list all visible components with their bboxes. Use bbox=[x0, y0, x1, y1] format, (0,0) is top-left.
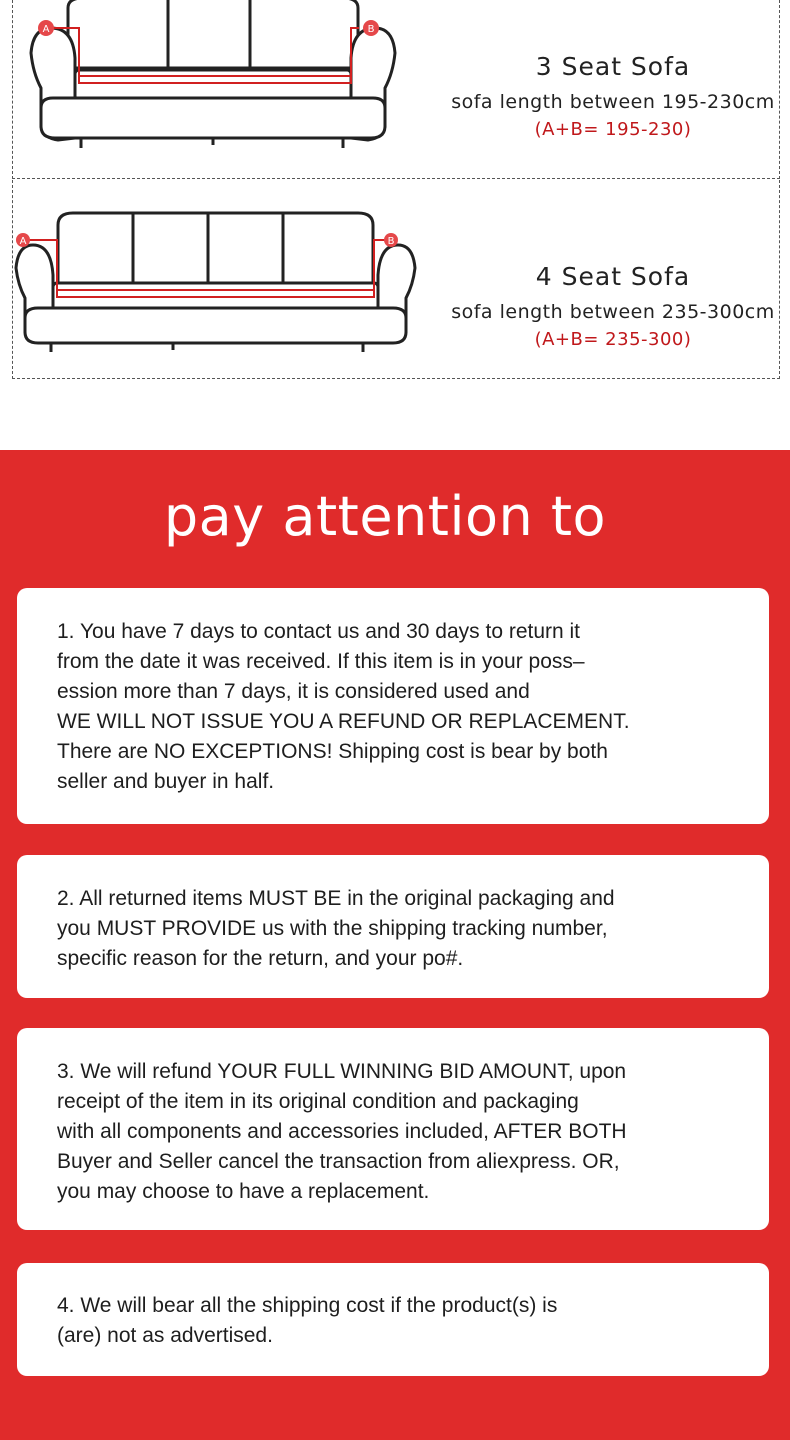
attention-heading: pay attention to bbox=[163, 485, 607, 548]
notice-card-4 bbox=[17, 1263, 769, 1376]
sofa-length-range: (A+B= 235-300) bbox=[534, 329, 692, 350]
marker-a: A bbox=[42, 24, 50, 35]
marker-a: A bbox=[19, 236, 27, 247]
notice-card-3 bbox=[17, 1028, 769, 1230]
sofa-title: 3 Seat Sofa bbox=[535, 52, 691, 81]
sofa-length-description: sofa length between 195-230cm bbox=[451, 91, 775, 113]
sofa-title: 4 Seat Sofa bbox=[535, 262, 691, 291]
sofa-size-section bbox=[0, 0, 790, 450]
notice-text: 4. We will bear all the shipping cost if the product(s) is (are) not as advertised. bbox=[57, 1294, 558, 1347]
notice-text: 2. All returned items MUST BE in the original packaging and you MUST PROVIDE us with the shipping tracking number, specific reason for the return, and your po#. bbox=[57, 887, 615, 970]
notice-text: 3. We will refund YOUR FULL WINNING BID AMOUNT, upon receipt of the item in its original condition and packaging with all components and accessories included, AFTER BOTH Buyer and Seller cancel the transaction from aliexpress. OR, you may choose to have a replacement. bbox=[57, 1060, 627, 1203]
sofa-info-3-seat bbox=[433, 52, 790, 140]
three-seat-sofa-illustration bbox=[13, 0, 413, 176]
notice-card-2 bbox=[17, 855, 769, 998]
sofa-length-description: sofa length between 235-300cm bbox=[451, 301, 775, 323]
marker-b: B bbox=[367, 24, 375, 35]
notice-card-1 bbox=[17, 588, 769, 824]
marker-b: B bbox=[387, 236, 395, 247]
sofa-size-box-4-seat bbox=[12, 180, 780, 379]
notice-text: 1. You have 7 days to contact us and 30 days to return it from the date it was received. If this item is in your poss– ession more than 7 days, it is considered used and WE WILL NOT ISSUE YOU A REFUND OR REPLACEMENT. There are NO EXCEPTIONS! Shipping cost is bear by both seller and buyer in half. bbox=[57, 620, 630, 793]
sofa-info-4-seat bbox=[433, 262, 790, 350]
sofa-length-range: (A+B= 195-230) bbox=[534, 119, 692, 140]
four-seat-sofa-illustration bbox=[13, 180, 433, 378]
sofa-size-box-3-seat bbox=[12, 0, 780, 179]
